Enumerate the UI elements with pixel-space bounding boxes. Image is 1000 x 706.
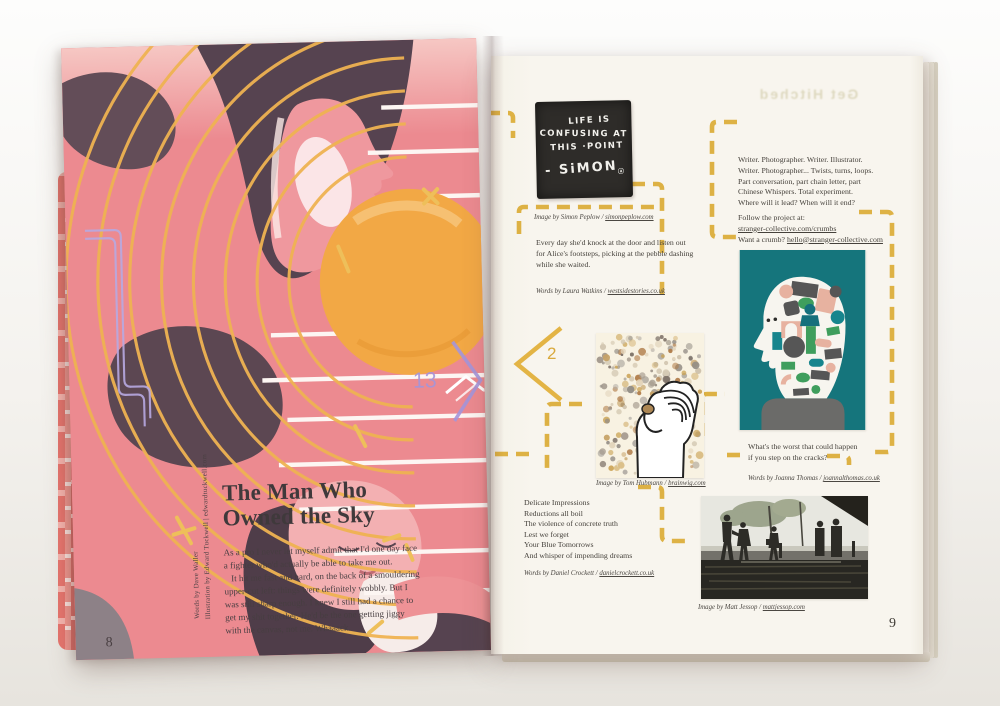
poem-line: Reductions all boil	[524, 508, 583, 518]
story-alice-text: Every day she'd knock at the door and listen out for Alice's footsteps, picking at the pebble dashing while she waited.	[536, 238, 694, 269]
caption-tom	[596, 480, 706, 487]
poem-line: Lest we forget	[524, 529, 569, 539]
right-page-stack-edges	[923, 62, 939, 658]
show-through-text: Get Hitched	[757, 86, 859, 102]
waterfront-photo	[701, 496, 868, 599]
article-title-line1: The Man Who	[221, 476, 368, 506]
cracks-text	[748, 442, 898, 464]
crumbs-follow	[738, 213, 918, 245]
pebble-hand-image	[596, 333, 704, 478]
chalk-line-2: CONFUSING AT	[539, 128, 628, 139]
crumbs-intro	[738, 155, 918, 209]
credit-crockett	[524, 570, 654, 577]
crumbs-line: Where will it lead? When will it end?	[738, 198, 855, 207]
poem-text	[524, 498, 694, 561]
article-title	[222, 475, 433, 531]
credit-crockett-link: danielcrockett.co.uk	[599, 570, 655, 577]
artist-mark-icon: ⓐ	[617, 168, 625, 176]
chalk-signature: - SiMON$_ⓐ$	[544, 158, 625, 180]
article-paragraph-1: As a pro I never let myself admit that I'd one day face a fighter who'd actually be able to take me out.	[223, 542, 418, 571]
crumbs-project-link: stranger-collective.com/crumbs	[738, 223, 837, 233]
spread-marker-13: 13	[412, 366, 437, 393]
page-number-right: 9	[889, 616, 896, 631]
poem-line: Delicate Impressions	[524, 498, 590, 507]
caption-matt-link: mattjessop.com	[762, 604, 805, 611]
crumbs-email-link: hello@stranger-collective.com	[786, 234, 883, 244]
caption-matt	[698, 604, 805, 611]
crumbs-follow-label: Follow the project at:	[738, 213, 805, 222]
caption-matt-prefix: Image by Matt Jessop /	[698, 604, 763, 611]
credit-illustration: Illustration by Edward Tuckwell | edwardtuckwell.com	[201, 453, 213, 619]
article-title-line2: Owned the Sky	[222, 502, 376, 531]
credit-joanna	[748, 475, 880, 482]
caption-tom-link: brainwig.com	[668, 480, 706, 487]
credit-watkins	[536, 288, 665, 295]
crumbs-want-prefix: Want a crumb?	[738, 234, 787, 244]
article-body	[223, 542, 421, 638]
credit-watkins-link: westsidestories.co.uk	[607, 288, 665, 295]
credit-words: Words by Dave Waller	[192, 551, 202, 620]
left-page	[61, 38, 491, 660]
chevron-left-icon	[509, 324, 569, 404]
crumbs-line: Chinese Whispers. Total experiment.	[738, 187, 854, 197]
credit-joanna-link: joannalthomas.co.uk	[823, 475, 880, 482]
crumbs-line: Writer. Photographer... Twists, turns, loops.	[738, 165, 874, 175]
poem-line: Your Blue Tomorrows	[524, 540, 594, 550]
article-paragraph-2: It hit me fast and hard, on the back of a smouldering upper-cut left: things were definitely wobbly. But I was still sharp enough. I knew I still had a chance to get my shit together. He'd be the one getting jiggy with the canvas, not me. Whaaack.	[224, 568, 420, 636]
crumbs-line: Writer. Photographer. Writer. Illustrator.	[738, 155, 863, 164]
chalk-line-1: LIFE IS	[568, 114, 611, 127]
chalk-line-3: THIS ·POINT	[550, 139, 624, 153]
magazine-spread	[62, 22, 938, 670]
chalkboard-image	[535, 100, 633, 199]
cracks-line1: What's the worst that could happen	[748, 442, 858, 451]
head-collage-image	[739, 250, 866, 430]
crumbs-line: Part conversation, part chain letter, part	[738, 176, 861, 186]
credit-joanna-prefix: Words by Joanna Thomas /	[748, 475, 824, 482]
poem-line: The violence of concrete truth	[524, 519, 618, 529]
right-page	[491, 56, 923, 654]
caption-simon-prefix: Image by Simon Peplow /	[534, 214, 606, 221]
page-number-left: 8	[105, 635, 113, 651]
credit-watkins-prefix: Words by Laura Watkins /	[536, 288, 608, 295]
credit-crockett-prefix: Words by Daniel Crockett /	[524, 570, 600, 577]
crumbs-want-line	[738, 235, 918, 246]
caption-tom-prefix: Image by Tom Hubmann /	[596, 480, 669, 487]
cracks-line2: if you step on the cracks?	[748, 452, 828, 462]
caption-simon-link: simonpeplow.com	[605, 214, 654, 221]
poem-line: And whisper of impending dreams	[524, 550, 633, 560]
section-marker-2: 2	[547, 344, 557, 363]
caption-simon	[534, 214, 654, 221]
